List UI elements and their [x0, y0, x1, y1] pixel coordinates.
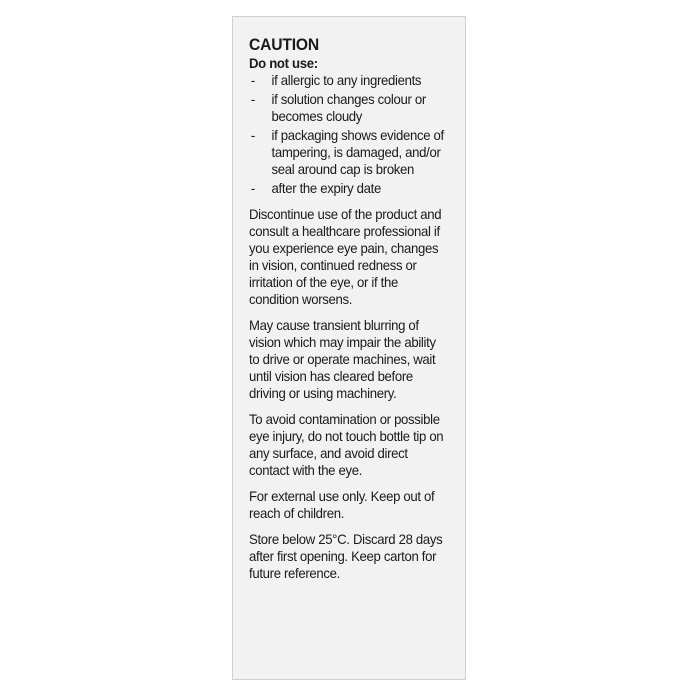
list-item-text: if packaging shows evidence of tampering, is damaged, and/or seal around cap is broken	[271, 127, 444, 177]
external-use-paragraph: For external use only. Keep out of reach of children.	[249, 488, 435, 521]
list-item	[249, 127, 449, 178]
discontinue-paragraph: Discontinue use of the product and consult a healthcare professional if you experience eye pain, changes in vision, continued redness or irritation of the eye, or if the condition worsens.	[249, 206, 442, 307]
caution-label-panel	[232, 16, 466, 680]
caution-body	[249, 55, 449, 582]
list-item	[249, 72, 449, 89]
list-item	[249, 91, 449, 125]
contamination-paragraph: To avoid contamination or possible eye injury, do not touch bottle tip on any surface, and avoid direct contact with the eye.	[249, 411, 444, 478]
storage-paragraph: Store below 25°C. Discard 28 days after first opening. Keep carton for future reference.	[249, 531, 443, 581]
blurring-paragraph: May cause transient blurring of vision which may impair the ability to drive or operate machines, wait until vision has cleared before driving or using machinery.	[249, 317, 436, 401]
bullet-dash: -	[250, 127, 255, 143]
list-item-text: if allergic to any ingredients	[271, 72, 422, 88]
list-item	[249, 180, 449, 197]
caution-title: CAUTION	[249, 35, 319, 54]
bullet-dash: -	[250, 72, 255, 88]
list-item-text: after the expiry date	[271, 180, 381, 196]
list-item-text: if solution changes colour or becomes cloudy	[271, 91, 426, 124]
bullet-dash: -	[250, 91, 255, 107]
do-not-use-heading: Do not use:	[249, 55, 318, 71]
bullet-dash: -	[250, 180, 255, 196]
do-not-use-list	[249, 72, 449, 197]
